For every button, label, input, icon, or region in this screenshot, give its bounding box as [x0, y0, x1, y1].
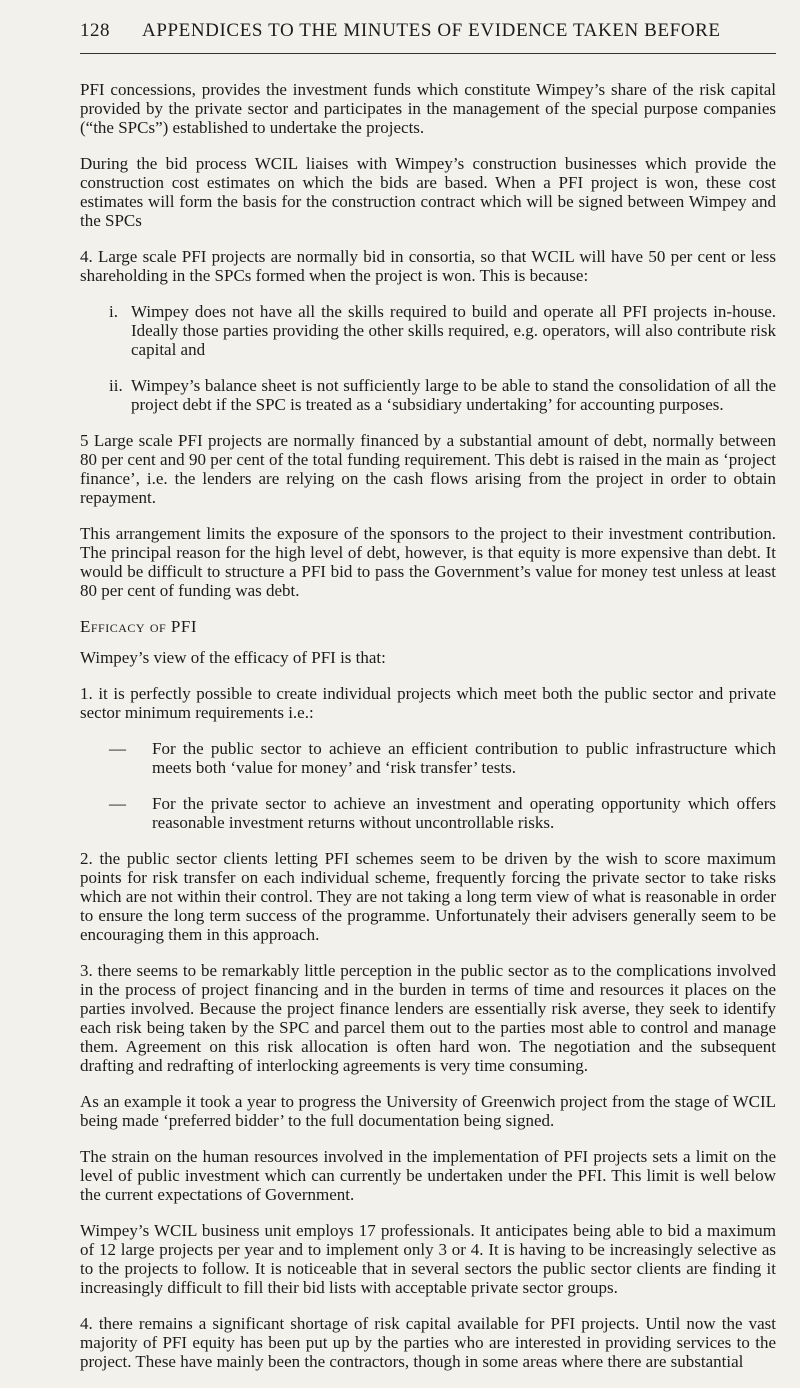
dash-item-text: For the private sector to achieve an investment and operating opportunity which offers reasonable investment returns without uncontrollable risks.: [152, 794, 776, 832]
paragraph: 5 Large scale PFI projects are normally financed by a substantial amount of debt, normally between 80 per cent and 90 per cent of the total funding requirement. This debt is raised in the main as ‘project finance’, i.e. the lenders are relying on the cash flows arising from the project in order to obtain repayment.: [80, 431, 776, 507]
header-rule: [80, 53, 776, 54]
list-item-text: Wimpey does not have all the skills required to build and operate all PFI projects in-house. Ideally those parties providing the other skills required, e.g. operators, will also contribute risk capital and: [131, 302, 776, 359]
list-item-text: Wimpey’s balance sheet is not sufficiently large to be able to stand the consolidation of all the project debt if the SPC is treated as a ‘subsidiary undertaking’ for accounting purposes.: [131, 376, 776, 414]
section-heading: Efficacy of PFI: [80, 617, 197, 636]
dash-item: [80, 739, 776, 777]
running-head: APPENDICES TO THE MINUTES OF EVIDENCE TAKEN BEFORE: [142, 20, 721, 41]
list-item: [80, 302, 776, 359]
paragraph: 3. there seems to be remarkably little perception in the public sector as to the complications involved in the process of project financing and in the burden in terms of time and resources it places on the parties involved. Because the project finance lenders are essentially risk averse, they seek to identify each risk being taken by the SPC and parcel them out to the parties most able to control and manage them. Agreement on this risk allocation is often hard won. The negotiation and the subsequent drafting and redrafting of interlocking agreements is very time consuming.: [80, 961, 776, 1075]
page-header: [80, 20, 776, 50]
paragraph: PFI concessions, provides the investment funds which constitute Wimpey’s share of the risk capital provided by the private sector and participates in the management of the special purpose companies (“the SPCs”) established to undertake the projects.: [80, 80, 776, 137]
list-item: [80, 376, 776, 414]
document-body: [80, 80, 776, 1388]
paragraph: 1. it is perfectly possible to create individual projects which meet both the public sector and private sector minimum requirements i.e.:: [80, 684, 776, 722]
paragraph: As an example it took a year to progress the University of Greenwich project from the stage of WCIL being made ‘preferred bidder’ to the full documentation being signed.: [80, 1092, 776, 1130]
paragraph: During the bid process WCIL liaises with Wimpey’s construction businesses which provide the construction cost estimates on which the bids are based. When a PFI project is won, these cost estimates will form the basis for the construction contract which will be signed between Wimpey and the SPCs: [80, 154, 776, 230]
list-marker: ii.: [109, 376, 123, 395]
paragraph: 4. Large scale PFI projects are normally bid in consortia, so that WCIL will have 50 per cent or less shareholding in the SPCs formed when the project is won. This is because:: [80, 247, 776, 285]
dash-marker: —: [109, 739, 126, 758]
paragraph: Wimpey’s WCIL business unit employs 17 professionals. It anticipates being able to bid a maximum of 12 large projects per year and to implement only 3 or 4. It is having to be increasingly selective as to the projects to follow. It is noticeable that in several sectors the public sector clients are finding it increasingly difficult to fill their bid lists with acceptable private sector groups.: [80, 1221, 776, 1297]
paragraph: 4. there remains a significant shortage of risk capital available for PFI projects. Until now the vast majority of PFI equity has been put up by the parties who are interested in providing services to the project. These have mainly been the contractors, though in some areas where there are substantial: [80, 1314, 776, 1371]
list-marker: i.: [109, 302, 118, 321]
dash-item: [80, 794, 776, 832]
dash-marker: —: [109, 794, 126, 813]
paragraph: This arrangement limits the exposure of the sponsors to the project to their investment contribution. The principal reason for the high level of debt, however, is that equity is more expensive than debt. It would be difficult to structure a PFI bid to pass the Government’s value for money test unless at least 80 per cent of funding was debt.: [80, 524, 776, 600]
page-number: 128: [80, 20, 110, 41]
paragraph: 2. the public sector clients letting PFI schemes seem to be driven by the wish to score maximum points for risk transfer on each individual scheme, frequently forcing the private sector to take risks which are not within their control. They are not taking a long term view of what is reasonable in order to ensure the long term success of the programme. Unfortunately their advisers generally seem to be encouraging them in this approach.: [80, 849, 776, 944]
dash-item-text: For the public sector to achieve an efficient contribution to public infrastructure which meets both ‘value for money’ and ‘risk transfer’ tests.: [152, 739, 776, 777]
paragraph: Wimpey’s view of the efficacy of PFI is that:: [80, 648, 386, 667]
paragraph: The strain on the human resources involved in the implementation of PFI projects sets a limit on the level of public investment which can currently be undertaken under the PFI. This limit is well below the current expectations of Government.: [80, 1147, 776, 1204]
